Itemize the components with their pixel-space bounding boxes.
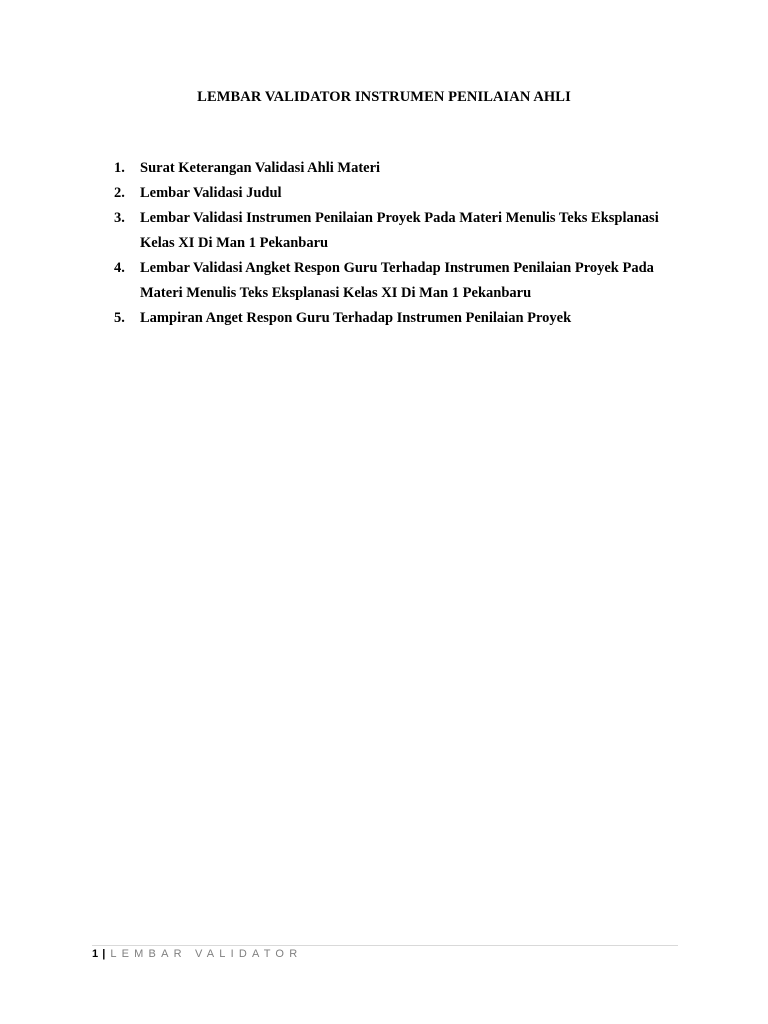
- footer-separator: |: [102, 948, 106, 960]
- list-item-text: Surat Keterangan Validasi Ahli Materi: [140, 160, 381, 176]
- list-item-number: 3.: [114, 210, 125, 226]
- list-item-number: 4.: [114, 260, 125, 276]
- list-item: [114, 256, 674, 306]
- list-item-number: 2.: [114, 185, 125, 201]
- footer-label: LEMBAR VALIDATOR: [110, 948, 303, 960]
- list-item-number: 5.: [114, 310, 125, 326]
- list-item-text: Lembar Validasi Instrumen Penilaian Proyek Pada Materi Menulis Teks Eksplanasi Kelas XI Di Man 1 Pekanbaru: [140, 210, 659, 251]
- list-item-text: Lembar Validasi Judul: [140, 185, 282, 201]
- list-item: [114, 156, 674, 181]
- list-item: [114, 306, 674, 331]
- attachment-list: [114, 156, 674, 331]
- page-footer: [92, 948, 302, 960]
- list-item-text: Lembar Validasi Angket Respon Guru Terhadap Instrumen Penilaian Proyek Pada Materi Menulis Teks Eksplanasi Kelas XI Di Man 1 Pekanbaru: [140, 260, 654, 301]
- document-title: LEMBAR VALIDATOR INSTRUMEN PENILAIAN AHLI: [197, 89, 571, 105]
- list-item: [114, 206, 674, 256]
- list-item: [114, 181, 674, 206]
- list-item-number: 1.: [114, 160, 125, 176]
- footer-divider: [92, 945, 678, 946]
- footer-page-number: 1: [92, 948, 99, 960]
- list-item-text: Lampiran Anget Respon Guru Terhadap Instrumen Penilaian Proyek: [140, 310, 572, 326]
